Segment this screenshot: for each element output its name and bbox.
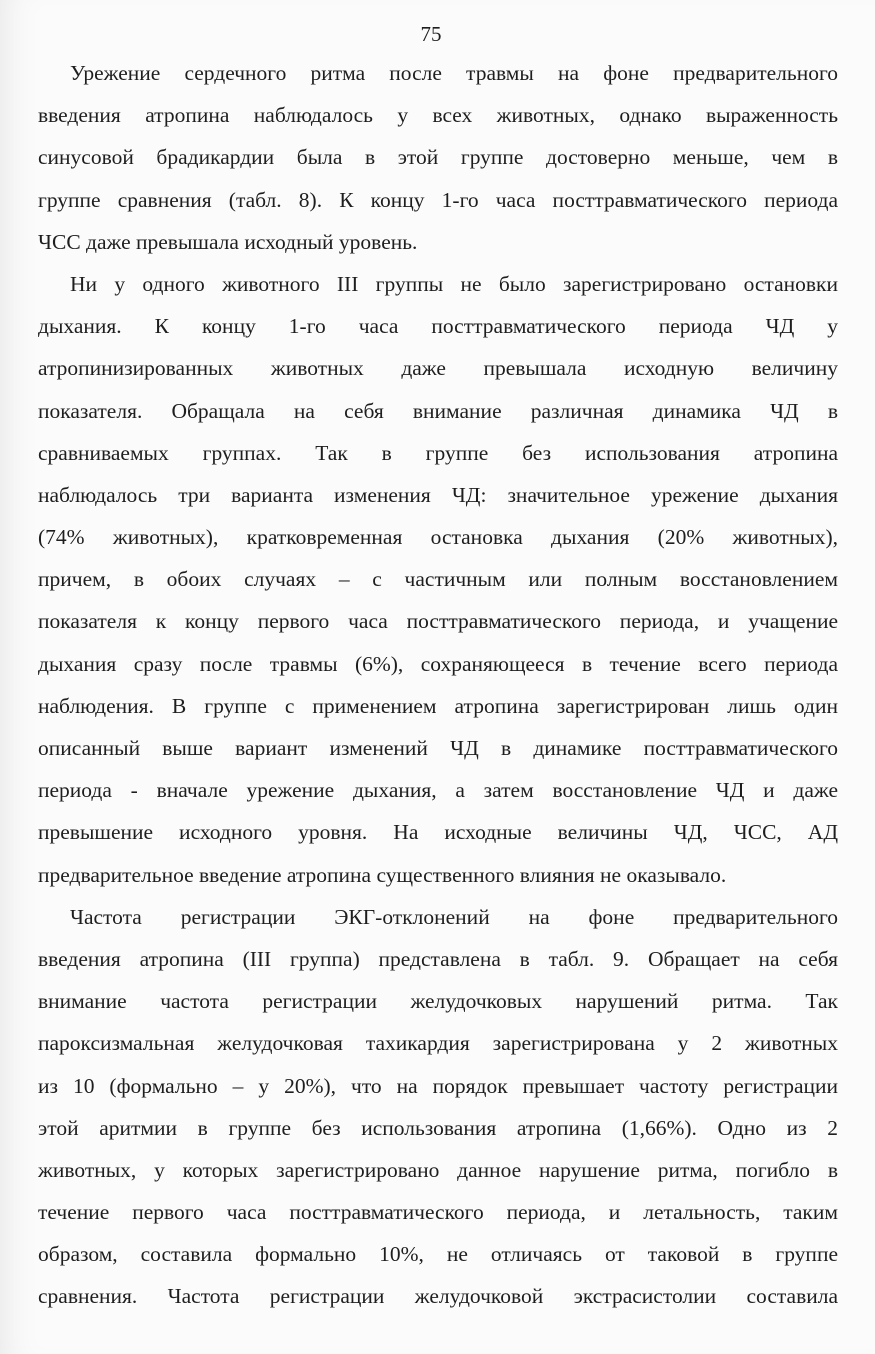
page-number: 75 <box>420 22 442 46</box>
text-line: Частота регистрации ЭКГ-отклонений на фоне предварительного <box>70 904 838 929</box>
text-line: причем, в обоих случаях – с частичным или полным восстановлением <box>38 567 838 592</box>
text-line: показателя. Обращала на себя внимание различная динамика ЧД в <box>38 398 838 423</box>
text-line: синусовой брадикардии была в этой группе достоверно меньше, чем в <box>38 145 838 170</box>
text-line: сравниваемых группах. Так в группе без использования атропина <box>38 440 838 465</box>
text-line: предварительное введение атропина существенного влияния не оказывало. <box>38 862 727 887</box>
text-line: наблюдалось три варианта изменения ЧД: значительное урежение дыхания <box>38 482 838 507</box>
text-line: животных, у которых зарегистрировано данное нарушение ритма, погибло в <box>38 1157 838 1182</box>
paragraph-1 <box>38 52 838 263</box>
text-line: течение первого часа посттравматического периода, и летальность, таким <box>38 1200 838 1225</box>
text-line: внимание частота регистрации желудочковых нарушений ритма. Так <box>38 989 838 1014</box>
text-line: введения атропина (III группа) представлена в табл. 9. Обращает на себя <box>38 946 838 971</box>
text-line: этой аритмии в группе без использования атропина (1,66%). Одно из 2 <box>38 1115 838 1140</box>
text-line: сравнения. Частота регистрации желудочковой экстрасистолии составила <box>38 1284 838 1309</box>
paragraph-3 <box>38 896 838 1318</box>
text-line: образом, составила формально 10%, не отличаясь от таковой в группе <box>38 1242 838 1267</box>
text-line: введения атропина наблюдалось у всех животных, однако выраженность <box>38 103 838 128</box>
text-line: дыхания сразу после травмы (6%), сохраняющееся в течение всего периода <box>38 651 838 676</box>
text-line: атропинизированных животных даже превышала исходную величину <box>38 356 838 381</box>
paragraph-2 <box>38 263 838 896</box>
text-line: периода - вначале урежение дыхания, а затем восстановление ЧД и даже <box>38 778 838 803</box>
text-line: описанный выше вариант изменений ЧД в динамике посттравматического <box>38 736 838 760</box>
text-line: пароксизмальная желудочковая тахикардия зарегистрирована у 2 животных <box>38 1031 838 1056</box>
body-text <box>38 52 838 1318</box>
text-line: из 10 (формально – у 20%), что на порядок превышает частоту регистрации <box>38 1073 838 1098</box>
text-line: (74% животных), кратковременная остановка дыхания (20% животных), <box>38 525 838 550</box>
text-line: группе сравнения (табл. 8). К концу 1-го часа посттравматического периода <box>38 187 838 212</box>
text-line: ЧСС даже превышала исходный уровень. <box>38 229 418 254</box>
text-line: Ни у одного животного III группы не было зарегистрировано остановки <box>70 271 838 296</box>
text-line: показателя к концу первого часа посттравматического периода, и учащение <box>38 609 838 634</box>
text-line: Урежение сердечного ритма после травмы на фоне предварительного <box>70 61 838 85</box>
text-line: дыхания. К концу 1-го часа посттравматического периода ЧД у <box>38 314 838 339</box>
text-line: превышение исходного уровня. На исходные величины ЧД, ЧСС, АД <box>38 820 838 845</box>
text-line: наблюдения. В группе с применением атропина зарегистрирован лишь один <box>38 693 838 718</box>
